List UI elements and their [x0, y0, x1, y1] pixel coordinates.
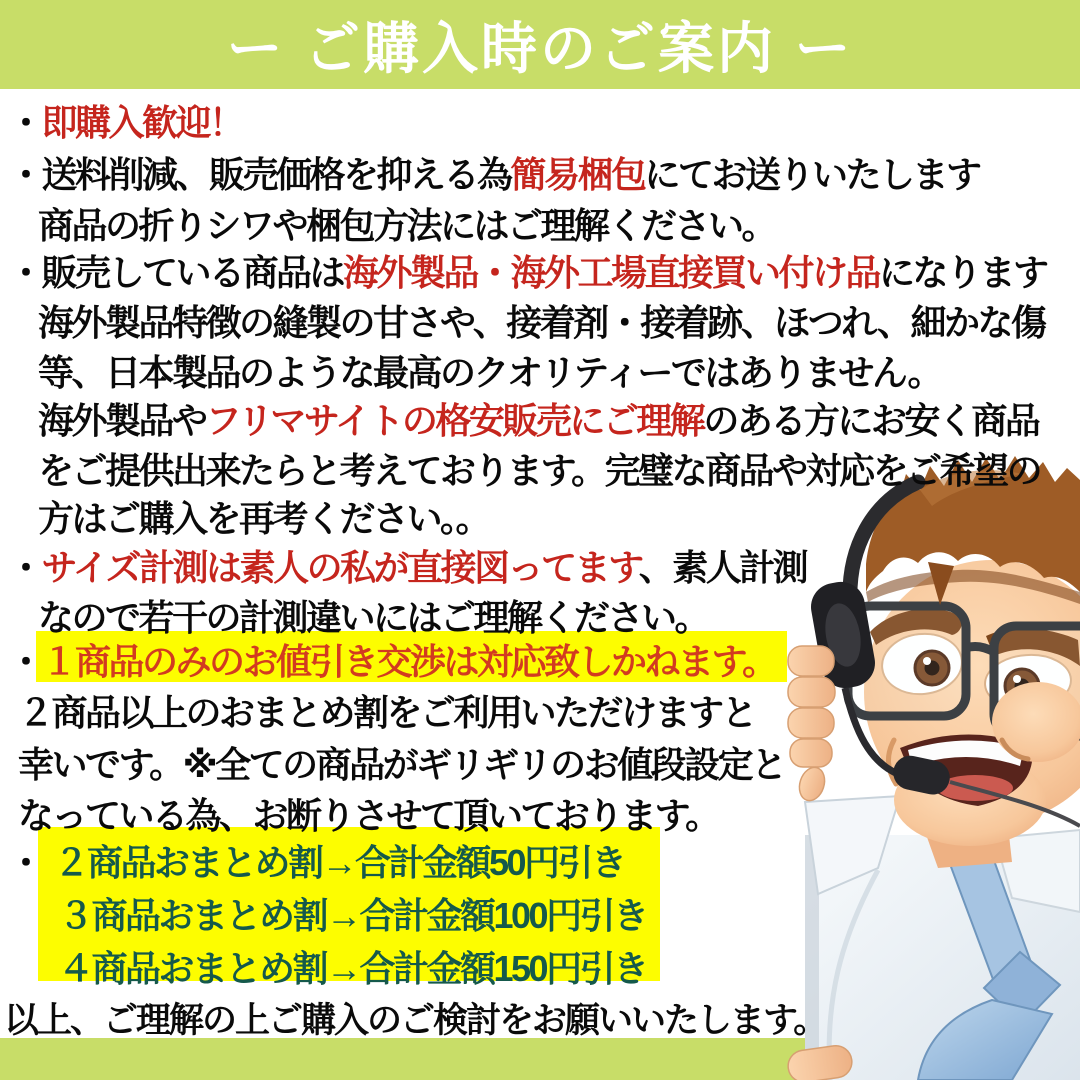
text-segment: 即購入歓迎！ [41, 102, 243, 143]
text-segment: ・ [8, 252, 42, 293]
notice-line-9 [0, 494, 489, 544]
text-segment: １商品のみのお値引き交渉は対応致しかねます。 [41, 641, 776, 682]
text-segment: 、素人計測 [638, 547, 807, 588]
notice-line-1 [0, 98, 243, 148]
notice-line-18 [0, 944, 647, 994]
text-segment: 販売している商品は [41, 252, 344, 293]
text-segment: なので若干の計測違いにはご理解ください。 [38, 597, 709, 638]
text-segment: フリマサイトの格安販売にご理解 [205, 400, 704, 441]
text-segment: 海外製品・海外工場直接買い付け品 [343, 252, 880, 293]
notice-line-8 [0, 446, 1040, 496]
text-segment: になります [879, 252, 1047, 293]
page-title: ー ご購入時のご案内 ー [226, 16, 854, 80]
text-segment: ・ [8, 842, 42, 883]
notice-line-12 [0, 637, 776, 687]
text-segment: 簡易梱包 [510, 154, 645, 195]
notice-line-17 [0, 891, 647, 941]
text-segment: 海外製品特徴の縫製の甘さや、接着剤・接着跡、ほつれ、細かな傷 [38, 302, 1045, 343]
text-segment: ・ [8, 154, 42, 195]
text-segment: ・ [8, 641, 42, 682]
text-segment: をご提供出来たらと考えております。完璧な商品や対応をご希望の [38, 450, 1041, 491]
notice-line-14 [0, 740, 785, 790]
text-segment: ３商品おまとめ割→合計金額100円引き [58, 895, 647, 936]
text-segment: 等、日本製品のような最高のクオリティーではありません。 [38, 352, 942, 393]
notice-line-2 [0, 150, 980, 200]
notice-line-16 [0, 838, 625, 888]
text-segment: のある方にお安く商品 [703, 400, 1039, 441]
text-segment: 幸いです。※全ての商品がギリギリのお値段設定と [18, 744, 785, 785]
text-segment: ４商品おまとめ割→合計金額150円引き [58, 948, 647, 989]
text-segment: ２商品以上のおまとめ割をご利用いただけますと [18, 692, 756, 733]
text-segment: 送料削減、販売価格を抑える為 [41, 154, 511, 195]
text-segment: 方はご購入を再考ください。。 [38, 498, 490, 539]
notice-line-3 [0, 201, 775, 251]
text-segment: ・ [8, 547, 42, 588]
text-segment: ２商品おまとめ割→合計金額50円引き [53, 842, 625, 883]
notice-line-13 [0, 688, 755, 738]
text-segment: なっている為、お断りさせて頂いております。 [18, 795, 719, 836]
notice-line-4 [0, 248, 1047, 298]
text-segment: にてお送りいたします [644, 154, 980, 195]
notice-line-15 [0, 791, 719, 841]
text-segment: サイズ計測は素人の私が直接図ってます [41, 547, 639, 588]
text-segment: 海外製品や [38, 400, 206, 441]
text-segment: 商品の折りシワや梱包方法にはご理解ください。 [38, 205, 776, 246]
notice-line-11 [0, 593, 708, 643]
notice-line-19 [0, 996, 826, 1046]
text-segment: 以上、ご理解の上ご購入のご検討をお願いいたします。 [4, 1001, 827, 1040]
notice-line-5 [0, 298, 1044, 348]
notice-line-7 [0, 396, 1038, 446]
text-segment: ・ [8, 102, 42, 143]
notice-line-6 [0, 348, 941, 398]
notice-line-10 [0, 543, 806, 593]
